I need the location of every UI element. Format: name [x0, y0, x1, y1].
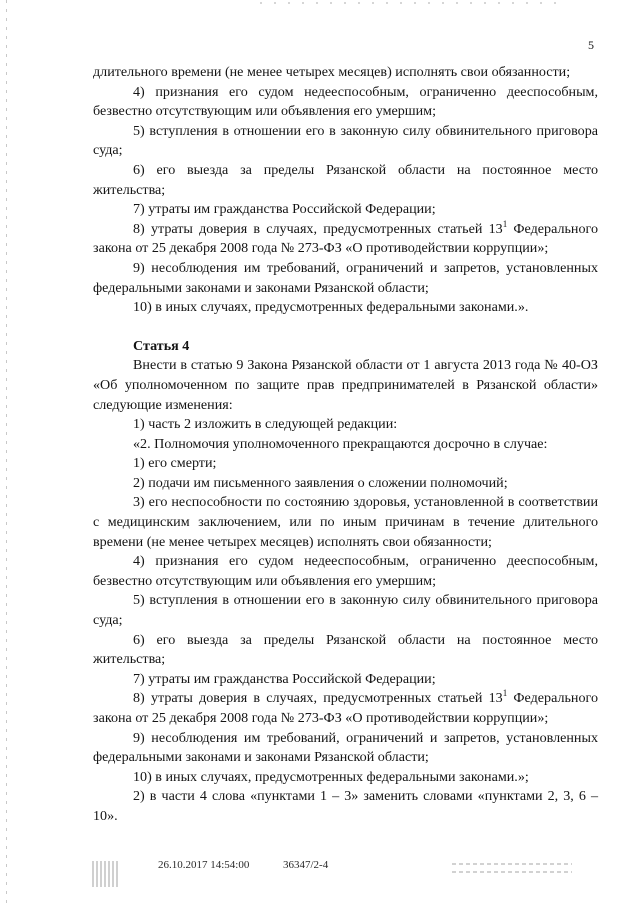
paragraph-text: 4) признания его судом недееспособным, ограниченно дееспособным, безвестно отсутствующим или объявления его умершим; [93, 553, 598, 589]
superscript: 1 [502, 218, 508, 229]
paragraph [93, 729, 598, 768]
page-number: 5 [588, 38, 594, 52]
paragraph-text: 5) вступления в отношении его в законную силу обвинительного приговора суда; [93, 122, 598, 159]
paragraph [93, 670, 598, 690]
paragraph-text: Внести в статью 9 Закона Рязанской области от 1 августа 2013 года № 40-ОЗ «Об уполномоченном по защите прав предпринимателей в Рязанской области» следующие изменения: [93, 357, 598, 413]
paragraph [93, 552, 598, 591]
paragraph-text: 1) часть 2 изложить в следующей редакции: [133, 416, 398, 433]
paragraph-text: 9) несоблюдения им требований, ограничений и запретов, установленных федеральными законами и законами Рязанской области; [93, 729, 598, 766]
paragraph-text: 6) его выезда за пределы Рязанской области на постоянное место жительства; [93, 161, 598, 198]
paragraph-text: 2) подачи им письменного заявления о сложении полномочий; [133, 474, 508, 491]
paragraph [93, 83, 598, 122]
paragraph-text: «2. Полномочия уполномоченного прекращаются досрочно в случае: [133, 435, 548, 452]
paragraph-text: 7) утраты им гражданства Российской Федерации; [133, 670, 436, 687]
paragraph [93, 200, 598, 220]
paragraph [93, 454, 598, 474]
paragraph [93, 493, 598, 552]
paragraph [93, 259, 598, 298]
paragraph-text: 10) в иных случаях, предусмотренных федеральными законами.». [133, 299, 529, 316]
paragraph [93, 356, 598, 415]
paragraph-text: 8) утраты доверия в случаях, предусмотренных статьей 13 [133, 690, 503, 707]
page-footer [0, 857, 640, 897]
paragraph [93, 787, 598, 826]
paragraph [93, 220, 598, 259]
footer-document-code: 36347/2-4 [283, 859, 329, 871]
paragraph [93, 435, 598, 455]
paragraph [93, 161, 598, 200]
paragraph-text: 4) признания его судом недееспособным, ограниченно дееспособным, безвестно отсутствующим или объявления его умершим; [93, 83, 598, 120]
article-heading [93, 337, 598, 357]
superscript: 1 [502, 688, 508, 699]
paragraph [93, 474, 598, 494]
paragraph [93, 122, 598, 161]
document-body [93, 63, 598, 827]
paragraph [93, 63, 598, 83]
paragraph-text: 9) несоблюдения им требований, ограничений и запретов, установленных федеральными законами и законами Рязанской области; [93, 259, 598, 296]
paragraph-text: 7) утраты им гражданства Российской Федерации; [133, 201, 436, 218]
barcode-stamp-icon [92, 861, 118, 887]
paragraph-text: 8) утраты доверия в случаях, предусмотренных статьей 13 [133, 220, 503, 237]
scan-edge-artifact [6, 0, 7, 905]
paragraph [93, 768, 598, 788]
paragraph-text-tail: Федерального закона от 25 декабря 2008 года № 273-ФЗ «О противодействии коррупции»; [93, 690, 598, 726]
paragraph [93, 415, 598, 435]
footer-date: 26.10.2017 14:54:00 [158, 859, 250, 871]
scan-top-artifact [260, 2, 560, 4]
paragraph [93, 298, 598, 318]
paragraph [93, 689, 598, 728]
paragraph [93, 591, 598, 630]
paragraph-text: Статья 4 [133, 337, 190, 354]
paragraph-text: 1) его смерти; [133, 455, 217, 472]
paragraph-text: 10) в иных случаях, предусмотренных федеральными законами.»; [133, 768, 529, 785]
paragraph-text: 3) его неспособности по состоянию здоровья, установленной в соответствии с медицинским заключением, или по иным причинам в течение длительного времени (не менее четырех месяцев) исполнять свои обязанности; [93, 494, 598, 550]
paragraph-text: длительного времени (не менее четырех месяцев) исполнять свои обязанности; [93, 64, 571, 80]
paragraph [93, 631, 598, 670]
paragraph-text-tail: Федерального закона от 25 декабря 2008 года № 273-ФЗ «О противодействии коррупции»; [93, 220, 598, 257]
paragraph-text: 2) в части 4 слова «пунктами 1 – 3» заменить словами «пунктами 2, 3, 6 – 10». [93, 788, 598, 824]
paragraph-text: 6) его выезда за пределы Рязанской области на постоянное место жительства; [93, 631, 598, 668]
paragraph-text: 5) вступления в отношении его в законную силу обвинительного приговора суда; [93, 592, 598, 629]
faint-stamp-artifact [452, 857, 572, 887]
